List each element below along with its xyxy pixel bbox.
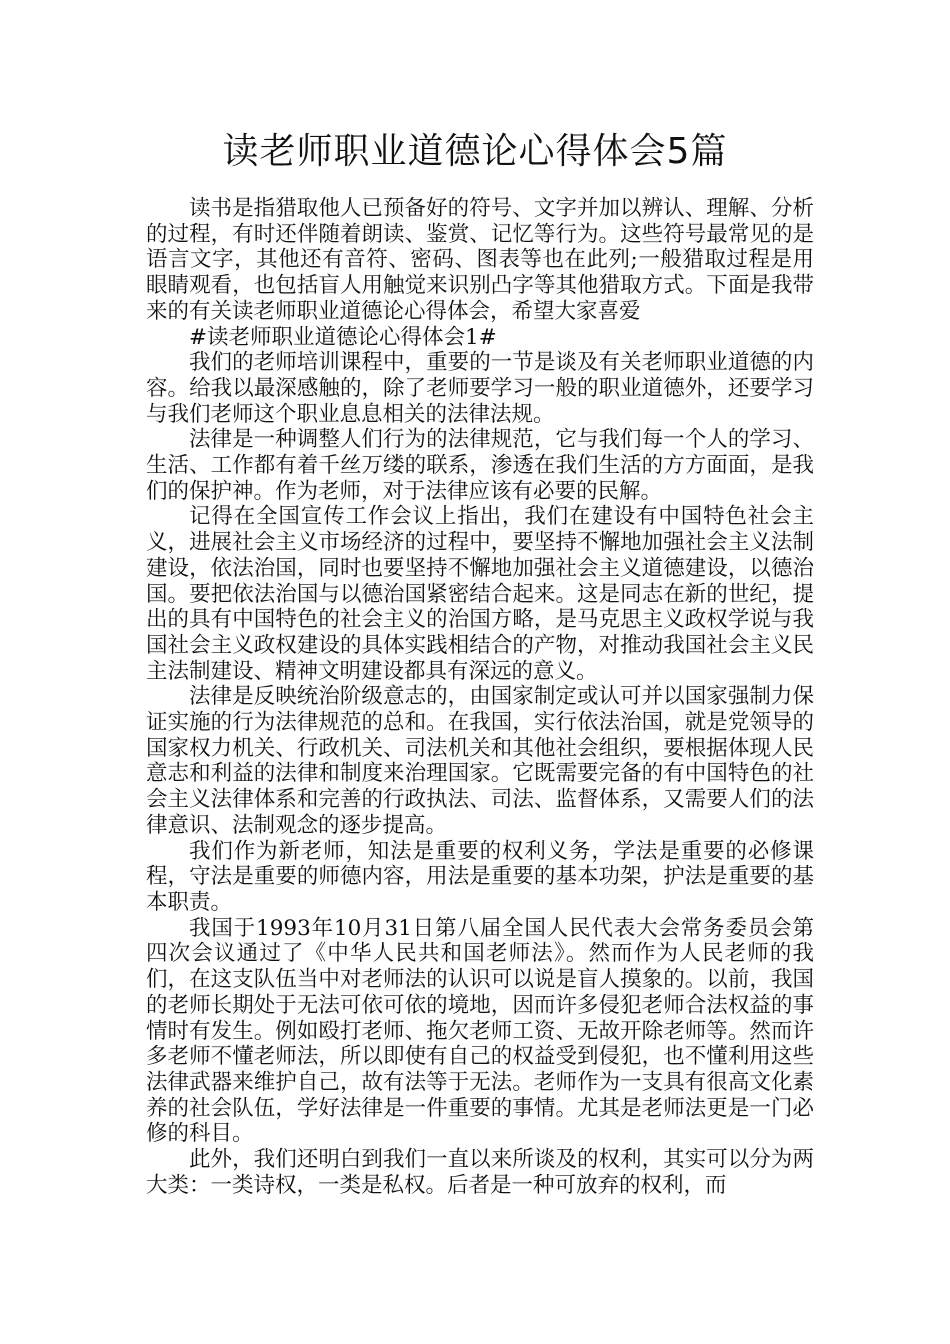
body-paragraph: 我国于1993年10月31日第八届全国人民代表大会常务委员会第四次会议通过了《中华人民共和国老师法》。然而作为人民老师的我们，在这支队伍当中对老师法的认识可以说是盲人摸象的。以前，我国的老师长期处于无法可依可依的境地，因而许多侵犯老师合法权益的事情时有发生。例如殴打老师、拖欠老师工资、无故开除老师等。然而许多老师不懂老师法，所以即使有自己的权益受到侵犯，也不懂利用这些法律武器来维护自己，故有法等于无法。老师作为一支具有很高文化素养的社会队伍，学好法律是一件重要的事情。尤其是老师法更是一门必修的科目。 [146, 915, 814, 1147]
body-paragraph: 我们作为新老师，知法是重要的权利义务，学法是重要的必修课程，守法是重要的师德内容，用法是重要的基本功架，护法是重要的基本职责。 [146, 838, 814, 915]
document-title: 读老师职业道德论心得体会5篇 [222, 131, 728, 172]
document-body [146, 196, 814, 1198]
body-paragraph: 法律是反映统治阶级意志的，由国家制定或认可并以国家强制力保证实施的行为法律规范的总和。在我国，实行依法治国，就是党领导的国家权力机关、行政机关、司法机关和其他社会组织，要根据体现人民意志和利益的法律和制度来治理国家。它既需要完备的有中国特色的社会主义法律体系和完善的行政执法、司法、监督体系，又需要人们的法律意识、法制观念的逐步提高。 [146, 684, 814, 838]
body-paragraph: 我们的老师培训课程中，重要的一节是谈及有关老师职业道德的内容。给我以最深感触的，除了老师要学习一般的职业道德外，还要学习与我们老师这个职业息息相关的法律法规。 [146, 350, 814, 427]
body-paragraph: 记得在全国宣传工作会议上指出，我们在建设有中国特色社会主义，进展社会主义市场经济的过程中，要坚持不懈地加强社会主义法制建设，依法治国，同时也要坚持不懈地加强社会主义道德建设，以德治国。要把依法治国与以德治国紧密结合起来。这是同志在新的世纪，提出的具有中国特色的社会主义的治国方略，是马克思主义政权学说与我国社会主义政权建设的具体实践相结合的产物，对推动我国社会主义民主法制建设、精神文明建设都具有深远的意义。 [146, 504, 814, 684]
intro-paragraph: 读书是指猎取他人已预备好的符号、文字并加以辨认、理解、分析的过程，有时还伴随着朗读、鉴赏、记忆等行为。这些符号最常见的是语言文字，其他还有音符、密码、图表等也在此列;一般猎取过程是用眼睛观看，也包括盲人用触觉来识别凸字等其他猎取方式。下面是我带来的有关读老师职业道德论心得体会，希望大家喜爱 [146, 196, 814, 324]
body-paragraph: 法律是一种调整人们行为的法律规范，它与我们每一个人的学习、生活、工作都有着千丝万缕的联系，渗透在我们生活的方方面面，是我们的保护神。作为老师，对于法律应该有必要的民解。 [146, 427, 814, 504]
section-heading: #读老师职业道德论心得体会1# [189, 324, 497, 350]
body-paragraph: 此外，我们还明白到我们一直以来所谈及的权利，其实可以分为两大类：一类诗权，一类是私权。后者是一种可放弃的权利，而 [146, 1147, 814, 1198]
